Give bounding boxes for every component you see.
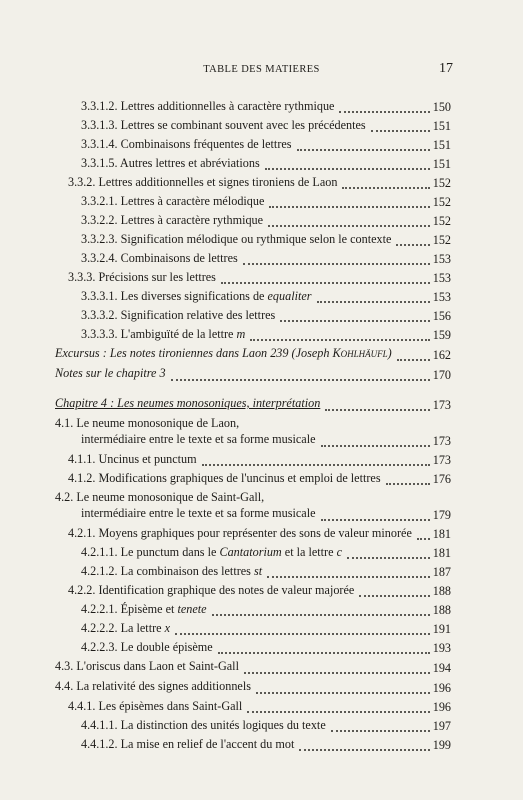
table-of-contents [0,97,523,754]
dot-leader [243,251,430,265]
toc-entry-notes-chapitre-3[interactable] [0,364,523,384]
toc-entry-4-2-1[interactable] [0,524,523,543]
toc-text-italic: m [236,327,246,341]
toc-page-ref: 152 [432,176,451,190]
toc-entry-label [81,600,207,619]
toc-text: 4.2.2.2. La lettre [81,621,165,635]
toc-entry-4-2-1-1[interactable] [0,543,523,562]
dot-leader [247,699,429,713]
toc-entry-4-4[interactable] [0,677,523,697]
toc-text: 3.3.3.3. L'ambiguïté de la lettre [81,327,237,341]
dot-leader [175,621,430,635]
toc-page-ref: 191 [432,622,451,636]
toc-text: 4.2.1.1. Le punctum dans le [81,545,220,559]
toc-page-ref: 193 [432,641,451,655]
toc-text-italic: Cantatorium [219,545,282,559]
dot-leader [299,737,429,751]
toc-page-ref: 196 [432,700,451,714]
toc-entry-label [81,287,312,306]
toc-text: 4.2.1.2. La combinaison des lettres [81,564,254,578]
toc-entry-4-1[interactable] [0,414,523,450]
toc-entry-4-4-1-2[interactable] [0,735,523,754]
toc-entry-4-2-2-3[interactable] [0,638,523,657]
running-head [0,60,523,80]
dot-leader [417,526,430,540]
toc-entry-label: 3.3.1.5. Autres lettres et abréviations [81,156,260,170]
toc-page-ref: 152 [432,233,451,247]
toc-entry-label: 3.3.2.2. Lettres à caractère rythmique [81,213,264,227]
toc-entry-label: 4.4.1. Les épisèmes dans Saint-Gall [68,699,243,713]
dot-leader [268,213,430,227]
toc-entry-3-3-2-1[interactable] [0,192,523,211]
toc-text-smallcaps: Kohlhäufl [332,346,388,360]
dot-leader [250,327,429,341]
toc-page-ref: 156 [432,309,451,323]
dot-leader [342,175,429,189]
toc-entry-3-3-2[interactable] [0,173,523,192]
page-number: 17 [439,61,453,76]
toc-page-ref: 197 [432,719,451,733]
toc-entry-label: 3.3.1.2. Lettres additionnelles à caractère rythmique [81,99,335,113]
toc-page-ref: 151 [432,157,451,171]
dot-leader [202,452,430,466]
toc-entry-label: 4.1.1. Uncinus et punctum [68,452,197,466]
toc-entry-4-2-2-2[interactable] [0,619,523,638]
toc-entry-excursus[interactable] [0,344,523,364]
toc-page-ref: 153 [432,271,451,285]
dot-leader [212,602,430,616]
dot-leader [321,507,430,521]
dot-leader [331,718,430,732]
toc-text: 3.3.3.1. Les diverses significations de [81,289,268,303]
toc-entry-label: 3.3.2.4. Combinaisons de lettres [81,251,238,265]
dot-leader [317,289,430,303]
dot-leader [280,308,429,322]
toc-text: et la lettre [281,545,337,559]
toc-entry-3-3-3-2[interactable] [0,306,523,325]
toc-page-ref: 173 [432,398,451,412]
toc-entry-chapitre-4[interactable] [0,394,523,414]
toc-entry-label: 3.3.2.3. Signification mélodique ou rythmique selon le contexte [81,232,392,246]
toc-entry-3-3-3-1[interactable] [0,287,523,306]
toc-entry-3-3-1-5[interactable] [0,154,523,173]
toc-entry-3-3-1-4[interactable] [0,135,523,154]
toc-text-line2: intermédiaire entre le texte et sa forme musicale [81,506,316,520]
toc-entry-label [55,344,392,363]
toc-entry-label: 4.4.1.2. La mise en relief de l'accent du mot [81,737,295,751]
toc-entry-4-2[interactable] [0,488,523,524]
dot-leader [359,583,429,597]
dot-leader [297,137,430,151]
toc-entry-3-3-3[interactable] [0,268,523,287]
toc-entry-4-3[interactable] [0,657,523,677]
toc-entry-label: 3.3.2. Lettres additionnelles et signes tironiens de Laon [68,175,338,189]
toc-text-line1: 4.2. Le neume monosonique de Saint-Gall, [55,490,265,504]
dot-leader [171,367,430,381]
toc-entry-3-3-1-3[interactable] [0,116,523,135]
section-gap [0,384,523,394]
toc-page-ref: 170 [432,368,451,382]
toc-entry-4-1-2[interactable] [0,469,523,488]
toc-entry-label [81,619,170,638]
toc-page-ref: 151 [432,138,451,152]
toc-page-ref: 173 [432,453,451,467]
toc-entry-label: 3.3.3.2. Signification relative des lettres [81,308,276,322]
toc-page-ref: 176 [432,472,451,486]
toc-entry-4-2-2[interactable] [0,581,523,600]
toc-entry-label [55,489,316,521]
toc-entry-label: 4.4. La relativité des signes additionnels [55,679,251,693]
dot-leader [256,680,430,694]
toc-entry-label: Notes sur le chapitre 3 [55,366,166,380]
toc-entry-label: 3.3.1.3. Lettres se combinant souvent avec les précédentes [81,118,366,132]
dot-leader [386,471,430,485]
toc-page-ref: 150 [432,100,451,114]
toc-page-ref: 152 [432,195,451,209]
running-title: TABLE DES MATIERES [203,64,320,75]
dot-leader [339,99,429,113]
toc-entry-label: 4.4.1.1. La distinction des unités logiques du texte [81,718,326,732]
toc-entry-3-3-2-2[interactable] [0,211,523,230]
toc-page-ref: 188 [432,603,451,617]
toc-page-ref: 151 [432,119,451,133]
dot-leader [265,156,430,170]
toc-entry-label: Chapitre 4 : Les neumes monosoniques, interprétation [55,396,321,410]
dot-leader [396,232,429,246]
toc-page-ref: 153 [432,290,451,304]
toc-page-ref: 188 [432,584,451,598]
toc-text-italic: st [253,564,263,578]
toc-entry-4-2-2-1[interactable] [0,600,523,619]
toc-page-ref: 159 [432,328,451,342]
toc-entry-label: 4.1.2. Modifications graphiques de l'uncinus et emploi de lettres [68,471,381,485]
toc-entry-3-3-3-3[interactable] [0,325,523,344]
dot-leader [325,397,429,411]
toc-text-line1: 4.1. Le neume monosonique de Laon, [55,416,240,430]
dot-leader [371,118,430,132]
toc-page-ref: 196 [432,681,451,695]
toc-entry-label: 4.3. L'oriscus dans Laon et Saint-Gall [55,659,239,673]
toc-page-ref: 199 [432,738,451,752]
toc-entry-4-4-1-1[interactable] [0,716,523,735]
toc-entry-4-4-1[interactable] [0,697,523,716]
toc-entry-label [81,562,262,581]
dot-leader [347,545,430,559]
toc-text-line2: intermédiaire entre le texte et sa forme musicale [81,432,316,446]
toc-entry-3-3-2-4[interactable] [0,249,523,268]
dot-leader [321,433,430,447]
toc-entry-label [81,325,245,344]
toc-page-ref: 153 [432,252,451,266]
toc-text: 4.2.2.1. Épisème et [81,602,178,616]
toc-page-ref: 179 [432,508,451,522]
toc-entry-label: 4.2.2.3. Le double épisème [81,640,213,654]
toc-entry-label [55,415,316,447]
toc-page-ref: 181 [432,546,451,560]
toc-text-italic: x [164,621,171,635]
toc-entry-label: 3.3.2.1. Lettres à caractère mélodique [81,194,265,208]
toc-text-italic: c [336,545,342,559]
dot-leader [244,660,430,674]
dot-leader [221,270,430,284]
toc-entry-label: 4.2.1. Moyens graphiques pour représenter des sons de valeur minorée [68,526,412,540]
toc-page-ref: 194 [432,661,451,675]
toc-entry-label: 4.2.2. Identification graphique des notes de valeur majorée [68,583,355,597]
dot-leader [397,347,430,361]
toc-entry-4-2-1-2[interactable] [0,562,523,581]
toc-text: ) [387,346,392,360]
dot-leader [218,640,430,654]
toc-entry-3-3-1-2[interactable] [0,97,523,116]
toc-page-ref: 187 [432,565,451,579]
toc-entry-4-1-1[interactable] [0,450,523,469]
toc-text-italic: Excursus : Les notes tironiennes dans Laon 239 (Joseph [55,346,333,360]
toc-page-ref: 181 [432,527,451,541]
toc-entry-label [81,543,342,562]
dot-leader [267,564,430,578]
toc-page-ref: 152 [432,214,451,228]
toc-text-italic: equaliter [267,289,312,303]
toc-page-ref: 162 [432,348,451,362]
dot-leader [269,194,429,208]
toc-entry-3-3-2-3[interactable] [0,230,523,249]
toc-text-italic: tenete [177,602,207,616]
toc-entry-label: 3.3.3. Précisions sur les lettres [68,270,216,284]
toc-page-ref: 173 [432,434,451,448]
toc-entry-label: 3.3.1.4. Combinaisons fréquentes de lettres [81,137,292,151]
